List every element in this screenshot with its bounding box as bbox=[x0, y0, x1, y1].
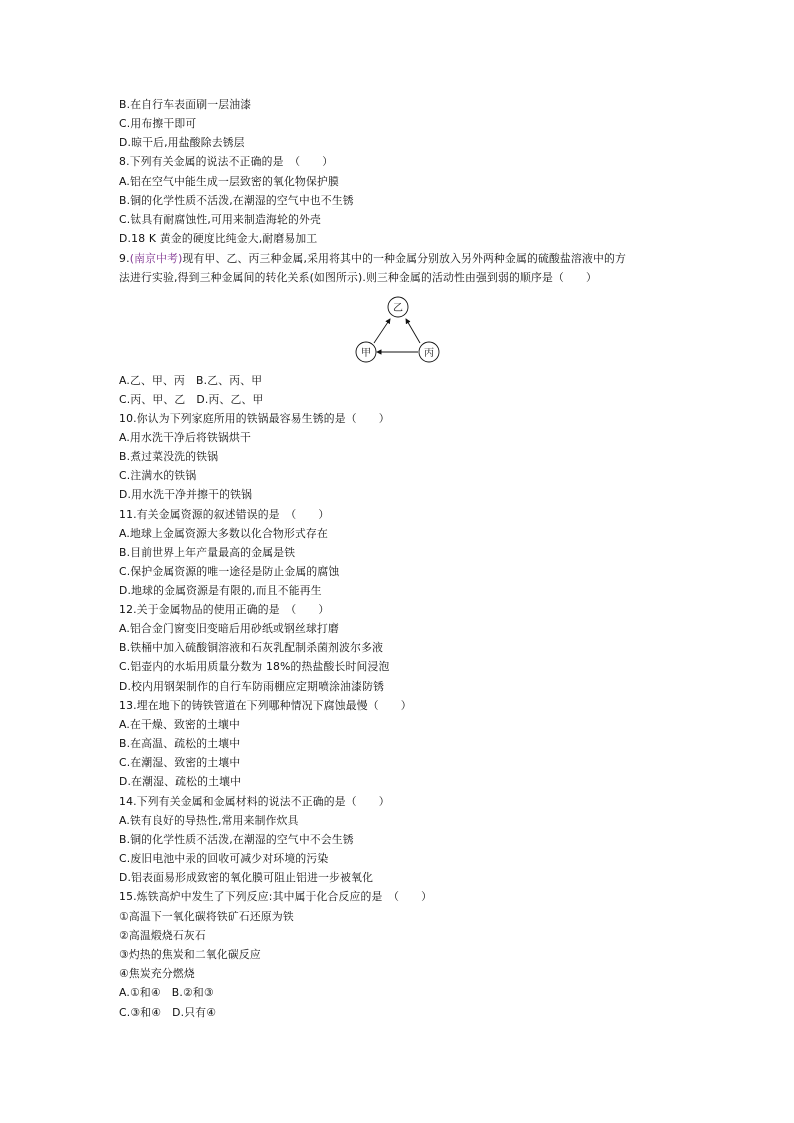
question-12-stem: 12.关于金属物品的使用正确的是 （ ） bbox=[119, 603, 330, 616]
option-line: A.铁有良好的导热性,常用来制作炊具 bbox=[119, 814, 299, 827]
node-yi-label: 乙 bbox=[393, 303, 403, 314]
reaction-line: ③灼热的焦炭和二氧化碳反应 bbox=[119, 948, 261, 961]
option-line: B.铜的化学性质不活泼,在潮湿的空气中不会生锈 bbox=[119, 833, 354, 846]
text-line: C.钛具有耐腐蚀性,可用来制造海轮的外壳 bbox=[119, 213, 321, 226]
arrow-bing-to-yi bbox=[406, 319, 420, 343]
option-line: C.在潮湿、致密的土壤中 bbox=[119, 756, 241, 769]
option-line: A.①和④ B.②和③ bbox=[119, 986, 214, 999]
conversion-diagram bbox=[350, 290, 444, 366]
option-line: B.目前世界上年产量最高的金属是铁 bbox=[119, 546, 296, 559]
option-line: D.在潮湿、疏松的土壤中 bbox=[119, 775, 242, 788]
text-line: B.铜的化学性质不活泼,在潮湿的空气中也不生锈 bbox=[119, 194, 354, 207]
reaction-line: ④焦炭充分燃烧 bbox=[119, 967, 195, 980]
question-11-stem: 11.有关金属资源的叙述错误的是 （ ） bbox=[119, 508, 330, 521]
text-line: B.在自行车表面刷一层油漆 bbox=[119, 98, 252, 111]
question-10-stem: 10.你认为下列家庭所用的铁锅最容易生锈的是（ ） bbox=[119, 412, 390, 425]
option-line: C.注满水的铁锅 bbox=[119, 469, 197, 482]
arrow-jia-to-yi bbox=[374, 319, 390, 343]
question-14-stem: 14.下列有关金属和金属材料的说法不正确的是（ ） bbox=[119, 795, 390, 808]
node-bing-label: 丙 bbox=[424, 348, 434, 359]
option-line: B.在高温、疏松的土壤中 bbox=[119, 737, 241, 750]
question-9-text-cont: 法进行实验,得到三种金属间的转化关系(如图所示).则三种金属的活动性由强到弱的顺序是（ ） bbox=[119, 271, 597, 284]
text-line: C.用布擦干即可 bbox=[119, 117, 197, 130]
question-9-stem: 9.(南京中考)现有甲、乙、丙三种金属,采用将其中的一种金属分别放入另外两种金属的硫酸盐溶液中的方 bbox=[119, 252, 627, 265]
option-line: A.乙、甲、丙 B.乙、丙、甲 bbox=[119, 374, 263, 387]
question-9-text: 现有甲、乙、丙三种金属,采用将其中的一种金属分别放入另外两种金属的硫酸盐溶液中的方 bbox=[182, 252, 627, 265]
option-line: D.用水洗干净并擦干的铁锅 bbox=[119, 488, 253, 501]
option-line: A.在干燥、致密的土壤中 bbox=[119, 718, 240, 731]
option-line: C.废旧电池中汞的回收可减少对环境的污染 bbox=[119, 852, 329, 865]
text-line: D.晾干后,用盐酸除去锈层 bbox=[119, 136, 245, 149]
option-line: A.铝合金门窗变旧变暗后用砂纸或钢丝球打磨 bbox=[119, 622, 339, 635]
option-line: D.地球的金属资源是有限的,而且不能再生 bbox=[119, 584, 322, 597]
option-line: A.地球上金属资源大多数以化合物形式存在 bbox=[119, 527, 328, 540]
option-line: C.保护金属资源的唯一途径是防止金属的腐蚀 bbox=[119, 565, 340, 578]
option-line: B.煮过菜没洗的铁锅 bbox=[119, 450, 219, 463]
option-line: B.铁桶中加入硫酸铜溶液和石灰乳配制杀菌剂波尔多液 bbox=[119, 641, 384, 654]
question-13-stem: 13.埋在地下的铸铁管道在下列哪种情况下腐蚀最慢（ ） bbox=[119, 699, 412, 712]
text-line: A.铝在空气中能生成一层致密的氧化物保护膜 bbox=[119, 175, 339, 188]
text-line: D.18 K 黄金的硬度比纯金大,耐磨易加工 bbox=[119, 232, 318, 245]
option-line: D.铝表面易形成致密的氧化膜可阻止铝进一步被氧化 bbox=[119, 871, 374, 884]
source-tag: (南京中考) bbox=[129, 252, 183, 265]
question-15-stem: 15.炼铁高炉中发生了下列反应:其中属于化合反应的是 （ ） bbox=[119, 890, 433, 903]
option-line: C.铝壶内的水垢用质量分数为 18%的热盐酸长时间浸泡 bbox=[119, 660, 390, 673]
option-line: A.用水洗干净后将铁锅烘干 bbox=[119, 431, 251, 444]
node-jia-label: 甲 bbox=[361, 348, 371, 359]
reaction-line: ②高温煅烧石灰石 bbox=[119, 929, 206, 942]
reaction-line: ①高温下一氧化碳将铁矿石还原为铁 bbox=[119, 910, 294, 923]
question-8-stem: 8.下列有关金属的说法不正确的是 （ ） bbox=[119, 155, 334, 168]
option-line: D.校内用钢架制作的自行车防雨棚应定期喷涂油漆防锈 bbox=[119, 680, 385, 693]
option-line: C.丙、甲、乙 D.丙、乙、甲 bbox=[119, 393, 264, 406]
option-line: C.③和④ D.只有④ bbox=[119, 1006, 217, 1019]
